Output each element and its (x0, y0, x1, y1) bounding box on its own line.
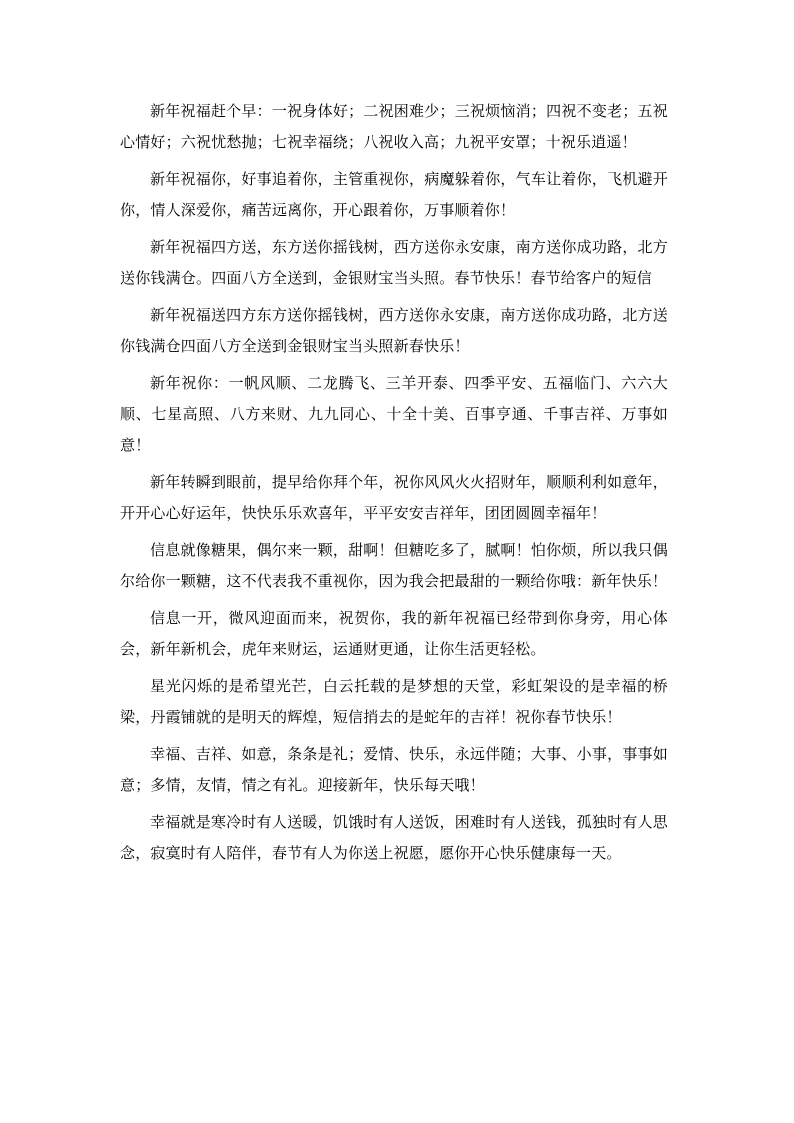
document-body (120, 96, 668, 875)
paragraph: 信息就像糖果，偶尔来一颗，甜啊！但糖吃多了，腻啊！怕你烦，所以我只偶尔给你一颗糖，这不代表我不重视你，因为我会把最甜的一颗给你哦：新年快乐！ (120, 541, 668, 590)
paragraph: 幸福、吉祥、如意，条条是礼；爱情、快乐，永远伴随；大事、小事，事事如意；多情，友情，情之有礼。迎接新年，快乐每天哦！ (120, 745, 668, 794)
paragraph: 星光闪烁的是希望光芒，白云托载的是梦想的天堂，彩虹架设的是幸福的桥梁，丹霞铺就的是明天的辉煌，短信捎去的是蛇年的吉祥！祝你春节快乐！ (120, 677, 668, 726)
paragraph: 新年祝福送四方东方送你摇钱树，西方送你永安康，南方送你成功路，北方送你钱满仓四面八方全送到金银财宝当头照新春快乐！ (120, 306, 668, 355)
paragraph: 新年祝你：一帆风顺、二龙腾飞、三羊开泰、四季平安、五福临门、六六大顺、七星高照、八方来财、九九同心、十全十美、百事亨通、千事吉祥、万事如意！ (120, 374, 668, 454)
paragraph: 新年祝福四方送，东方送你摇钱树，西方送你永安康，南方送你成功路，北方送你钱满仓。四面八方全送到，金银财宝当头照。春节快乐！春节给客户的短信 (120, 238, 668, 287)
paragraph: 新年祝福赶个早：一祝身体好；二祝困难少；三祝烦恼消；四祝不变老；五祝心情好；六祝忧愁抛；七祝幸福绕；八祝收入高；九祝平安罩；十祝乐逍遥！ (120, 102, 668, 151)
paragraph: 幸福就是寒冷时有人送暖，饥饿时有人送饭，困难时有人送钱，孤独时有人思念，寂寞时有人陪伴，春节有人为你送上祝愿，愿你开心快乐健康每一天。 (120, 813, 668, 862)
paragraph: 新年祝福你，好事追着你，主管重视你，病魔躲着你，气车让着你，飞机避开你，情人深爱你，痛苦远离你，开心跟着你，万事顺着你！ (120, 170, 668, 219)
paragraph: 信息一开，微风迎面而来，祝贺你，我的新年祝福已经带到你身旁，用心体会，新年新机会，虎年来财运，运通财更通，让你生活更轻松。 (120, 609, 668, 658)
paragraph: 新年转瞬到眼前，提早给你拜个年，祝你风风火火招财年，顺顺利利如意年，开开心心好运年，快快乐乐欢喜年，平平安安吉祥年，团团圆圆幸福年！ (120, 473, 668, 522)
